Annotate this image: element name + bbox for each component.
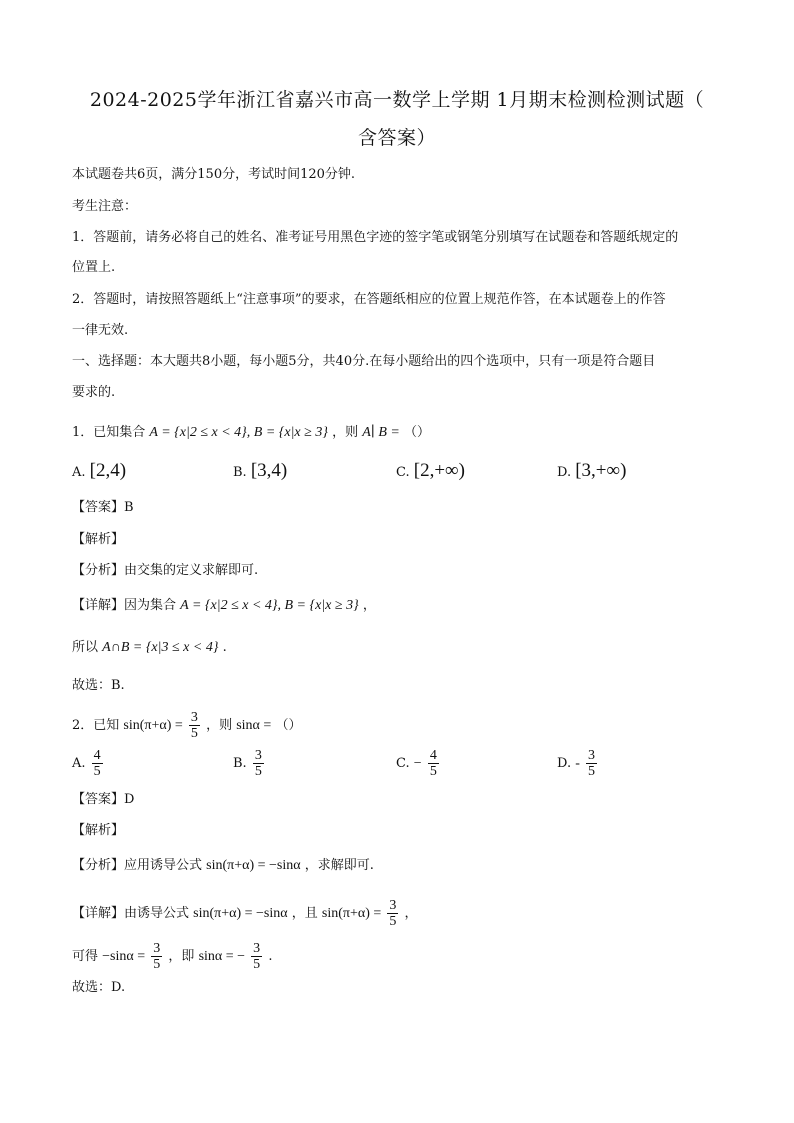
q2-option-a-label: A.: [72, 756, 86, 771]
q2-detail-numerator: 3: [389, 898, 397, 913]
section-heading-cont: 要求的.: [72, 385, 116, 400]
q2-option-d-sign: -: [575, 756, 580, 771]
q1-choose: 故选：B.: [72, 678, 125, 693]
notice-item2: 2．答题时，请按照答题纸上“注意事项”的要求，在答题纸相应的位置上规范作答，在本试题卷上的作答: [72, 292, 666, 307]
q2-answer: 【答案】D: [72, 792, 135, 807]
q2-blank: （）: [275, 718, 302, 733]
q2-detail-expr: sin(π+α) =: [321, 906, 382, 921]
q1-detail: [72, 596, 376, 616]
notice-item2-cont: 一律无效.: [72, 323, 129, 338]
q2-get-fraction2: [251, 941, 262, 972]
q1-so-prefix: 所以: [72, 640, 99, 655]
q2-option-c-fraction: [428, 748, 439, 779]
q2-detail-suffix: ，: [404, 906, 418, 921]
q1-option-c: [396, 461, 465, 483]
q1-detail-sets: A = {x|2 ≤ x < 4}, B = {x|x ≥ 3}: [180, 598, 359, 613]
q2-analysis-prefix: 【分析】应用诱导公式: [72, 858, 203, 873]
q1-so-expr: A∩B = {x|3 ≤ x < 4}: [102, 640, 219, 655]
q2-analysis-suffix: ，求解即可.: [304, 858, 374, 873]
q1-detail-suffix: ，: [362, 598, 376, 613]
q1-analysis-heading: 【解析】: [72, 532, 125, 547]
q2-option-d-label: D.: [557, 756, 572, 771]
q2-option-a: [72, 748, 105, 779]
q2-get-denominator2: 5: [253, 957, 261, 972]
q1-option-b: [233, 461, 287, 483]
q2-analysis: [72, 856, 374, 876]
q2-option-a-fraction: [92, 748, 103, 779]
q1-detail-prefix: 【详解】因为集合: [72, 598, 177, 613]
q2-frac-denominator: 5: [190, 726, 198, 741]
q2-get-suffix: .: [268, 949, 273, 964]
q2-detail-prefix: 【详解】由诱导公式: [72, 906, 190, 921]
q2-get-mid: ，即: [168, 949, 195, 964]
q2-option-d: [557, 748, 599, 779]
q2-get-expr: −sinα =: [102, 949, 146, 964]
q2-get-numerator: 3: [153, 941, 161, 956]
q2-derivation: [72, 941, 272, 972]
q2-mid: ，则: [206, 718, 233, 733]
q1-sets: A = {x|2 ≤ x < 4}, B = {x|x ≥ 3}: [149, 425, 328, 440]
q2-get-fraction: [151, 941, 162, 972]
q2-choose: 故选：D.: [72, 980, 126, 995]
section-heading: 一、选择题：本大题共8小题，每小题5分，共40分.在每小题给出的四个选项中，只有一项是符合题目: [72, 354, 656, 369]
q1-option-d-value: [3,+∞): [575, 460, 627, 481]
q1-so-suffix: .: [222, 640, 227, 655]
q2-prefix: 2．已知: [72, 718, 120, 733]
q1-prefix: 1．已知集合: [72, 425, 146, 440]
q2-get-prefix: 可得: [72, 949, 99, 964]
q2-option-b-numerator: 3: [254, 748, 262, 763]
notice-heading: 考生注意：: [72, 199, 138, 214]
q1-expr: A∣ B =: [362, 425, 400, 440]
q2-option-c: [396, 748, 441, 779]
q1-analysis: 【分析】由交集的定义求解即可.: [72, 563, 259, 578]
q2-option-a-numerator: 4: [93, 748, 101, 763]
q1-option-a-value: [2,4): [89, 460, 127, 481]
q1-option-b-value: [3,4): [250, 460, 288, 481]
notice-item1-cont: 位置上.: [72, 260, 116, 275]
q2-detail: [72, 898, 418, 929]
q1-answer: 【答案】B: [72, 500, 134, 515]
q2-detail-denominator: 5: [389, 914, 397, 929]
q2-get-numerator2: 3: [253, 941, 261, 956]
q1-option-c-value: [2,+∞): [413, 460, 465, 481]
q2-frac-numerator: 3: [190, 710, 198, 725]
q1-blank: （）: [404, 425, 431, 440]
q1-option-d-label: D.: [557, 465, 572, 480]
q2-fraction: [189, 710, 200, 741]
q1-option-a-label: A.: [72, 465, 86, 480]
q1-mid: ，则: [332, 425, 359, 440]
q1-option-b-label: B.: [233, 465, 247, 480]
q1-conclusion: [72, 638, 227, 658]
q2-expr-right: sinα =: [236, 718, 272, 733]
q2-option-c-denominator: 5: [429, 764, 437, 779]
q2-option-a-denominator: 5: [93, 764, 101, 779]
q2-option-b-denominator: 5: [254, 764, 262, 779]
q2-option-c-sign: −: [413, 756, 422, 771]
question-2-stem: [72, 710, 301, 741]
q2-option-c-numerator: 4: [429, 748, 437, 763]
doc-title-line2: 含答案）: [357, 127, 436, 149]
doc-title-line1: 2024-2025学年浙江省嘉兴市高一数学上学期 1月期末检测检测试题（: [89, 89, 705, 111]
q1-option-c-label: C.: [396, 465, 410, 480]
notice-item1: 1．答题前，请务必将自己的姓名、准考证号用黑色字迹的签字笔或钢笔分别填写在试题卷和答题纸规定的: [72, 230, 679, 245]
q2-option-d-fraction: [586, 748, 597, 779]
intro-text: 本试题卷共6页，满分150分，考试时间120分钟.: [72, 167, 356, 182]
q2-get-denominator: 5: [153, 957, 161, 972]
q2-get-expr2: sinα = −: [198, 949, 246, 964]
q2-option-b-fraction: [253, 748, 264, 779]
q2-detail-fraction: [387, 898, 398, 929]
q2-option-d-numerator: 3: [588, 748, 596, 763]
q2-analysis-formula: sin(π+α) = −sinα: [206, 858, 301, 873]
q2-detail-mid: ，且: [291, 906, 318, 921]
q2-option-c-label: C.: [396, 756, 410, 771]
q2-option-b-label: B.: [233, 756, 247, 771]
q1-option-d: [557, 461, 626, 483]
q2-option-b: [233, 748, 266, 779]
q1-option-a: [72, 461, 126, 483]
question-1-stem: [72, 423, 430, 443]
q2-detail-formula: sin(π+α) = −sinα: [193, 906, 288, 921]
q2-analysis-heading: 【解析】: [72, 823, 125, 838]
q2-option-d-denominator: 5: [588, 764, 596, 779]
q2-expr-left: sin(π+α) =: [123, 718, 183, 733]
